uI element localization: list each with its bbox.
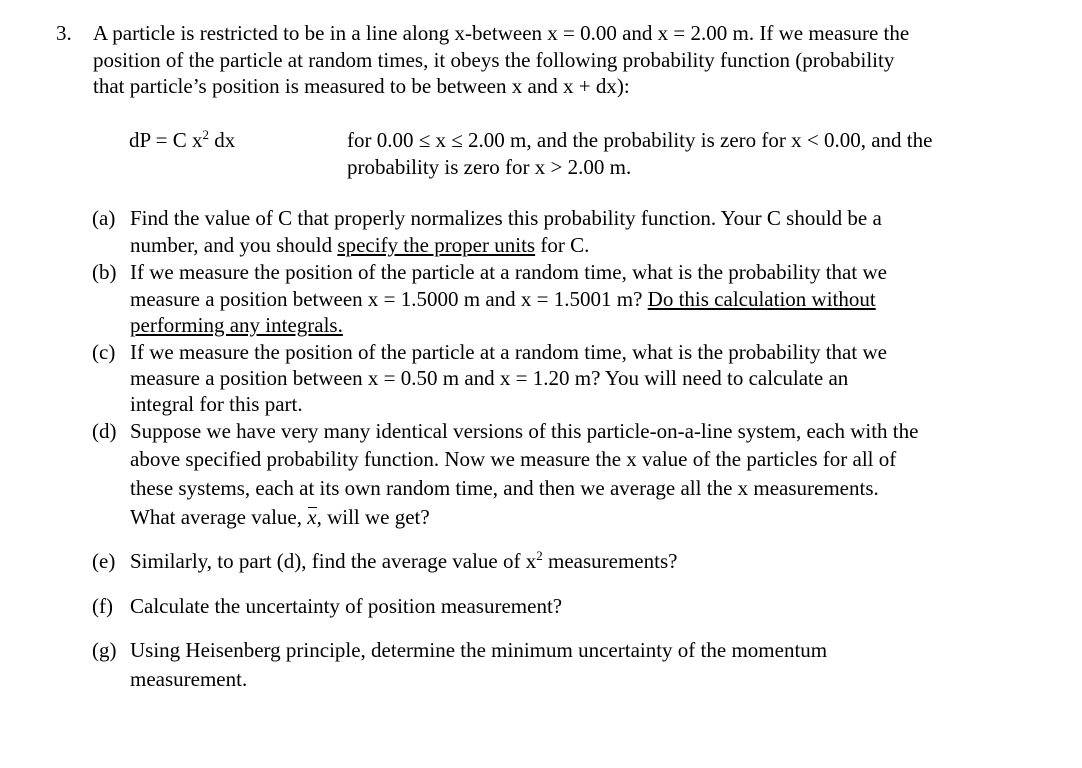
part-a-line-2-end: for C. <box>535 233 590 257</box>
intro-line-3: that particle’s position is measured to be between x and x + dx): <box>93 74 630 98</box>
part-a-underlined: specify the proper units <box>337 233 536 257</box>
part-g-line-2: measurement. <box>130 667 248 691</box>
part-c-line-2: measure a position between x = 0.50 m and x = 1.20 m? You will need to calculate an <box>130 366 849 390</box>
probability-equation <box>129 127 235 153</box>
intro-line-1: A particle is restricted to be in a line along x-between x = 0.00 and x = 2.00 m. If we measure the <box>93 21 910 45</box>
part-d-line-2: above specified probability function. Now we measure the x value of the particles for all of <box>130 447 897 471</box>
part-g-label: (g) <box>92 638 117 662</box>
part-c-line-1: If we measure the position of the particle at a random time, what is the probability that we <box>130 340 887 364</box>
part-b-line-2 <box>130 286 876 312</box>
part-d-line-4-end: , will we get? <box>316 505 430 529</box>
part-e-text: Similarly, to part (d), find the average value of x <box>130 549 537 573</box>
part-e-label: (e) <box>92 549 116 573</box>
part-e-line-1 <box>130 548 677 574</box>
part-b-line-2-text: measure a position between x = 1.5000 m and x = 1.5001 m? <box>130 287 648 311</box>
part-a-label: (a) <box>92 206 116 230</box>
part-b-line-1: If we measure the position of the particle at a random time, what is the probability that we <box>130 260 887 284</box>
equation-lhs-a: dP = C x <box>129 128 203 152</box>
part-a-line-2-text: number, and you should <box>130 233 338 257</box>
part-a-line-2 <box>130 232 589 258</box>
part-a-line-1: Find the value of C that properly normalizes this probability function. Your C should be a <box>130 206 882 230</box>
part-f-label: (f) <box>92 594 113 618</box>
part-b-line-3: performing any integrals. <box>130 313 343 337</box>
equation-exponent: 2 <box>202 127 209 142</box>
intro-line-2: position of the particle at random times, it obeys the following probability function (probability <box>93 48 895 72</box>
part-b-label: (b) <box>92 260 117 284</box>
part-e-text-end: measurements? <box>542 549 678 573</box>
part-d-line-3: these systems, each at its own random time, and then we average all the x measurements. <box>130 476 879 500</box>
equation-condition-1: for 0.00 ≤ x ≤ 2.00 m, and the probability is zero for x < 0.00, and the <box>347 128 933 152</box>
part-d-line-4 <box>130 504 430 530</box>
part-g-line-1: Using Heisenberg principle, determine the minimum uncertainty of the momentum <box>130 638 828 662</box>
part-d-label: (d) <box>92 419 117 443</box>
part-d-line-4-text: What average value, <box>130 505 308 529</box>
problem-number: 3. <box>56 21 72 45</box>
part-c-line-3: integral for this part. <box>130 392 303 416</box>
part-f-line-1: Calculate the uncertainty of position measurement? <box>130 594 563 618</box>
equation-lhs-b: dx <box>209 128 236 152</box>
part-b-underlined: Do this calculation without <box>647 287 876 311</box>
x-bar-symbol: x <box>307 505 317 529</box>
equation-condition-2: probability is zero for x > 2.00 m. <box>347 155 632 179</box>
part-c-label: (c) <box>92 340 116 364</box>
part-e-exponent: 2 <box>536 548 543 563</box>
part-d-line-1: Suppose we have very many identical versions of this particle-on-a-line system, each with the <box>130 419 919 443</box>
